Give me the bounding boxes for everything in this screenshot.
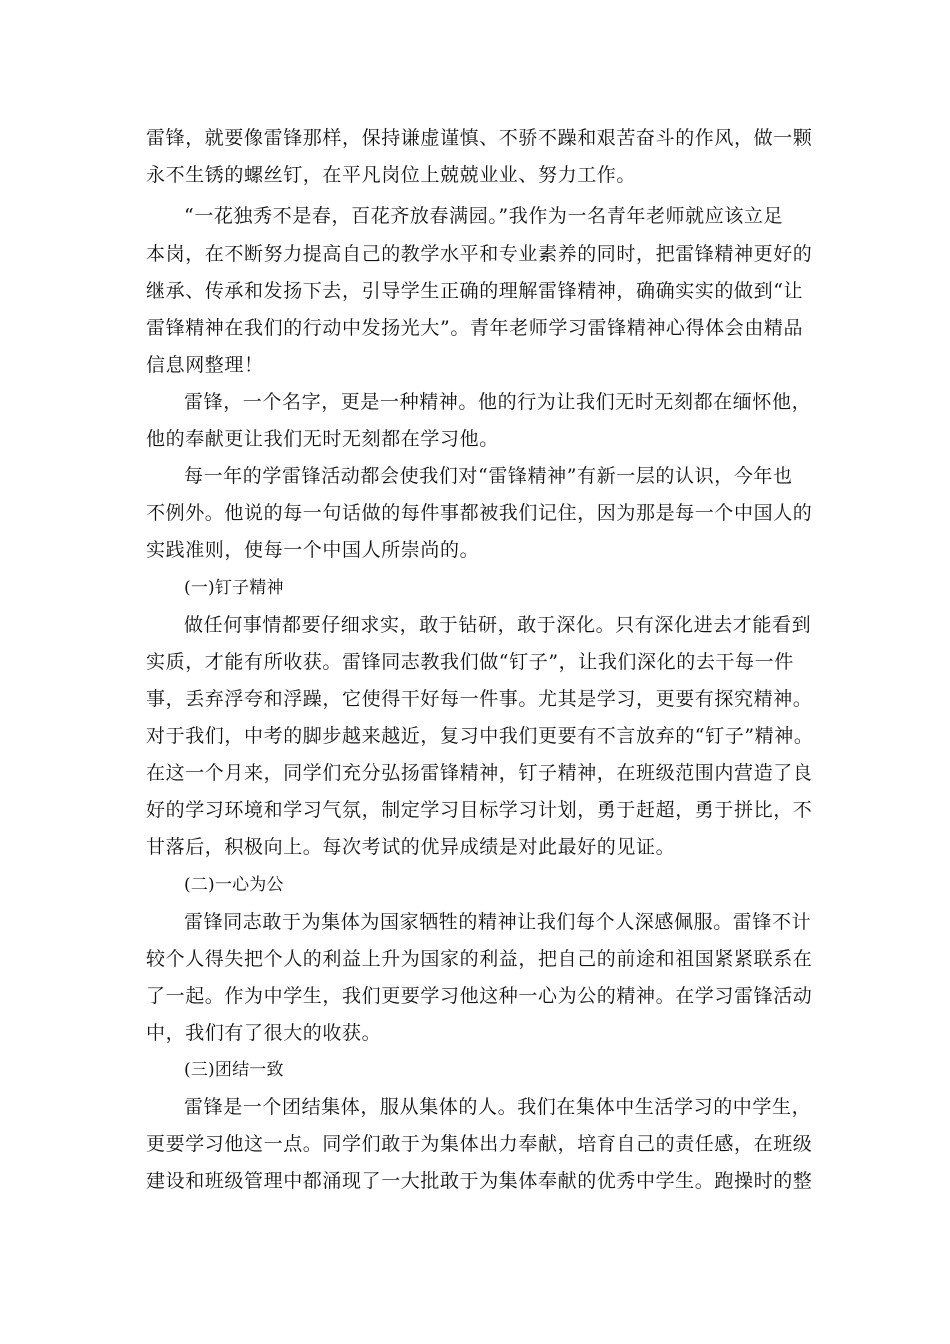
text-line: 事，丢弃浮夸和浮躁，它使得干好每一件事。尤其是学习，更要有探究精神。 xyxy=(146,688,813,710)
text-line: 好的学习环境和学习气氛，制定学习目标学习计划，勇于赶超，勇于拼比，不 xyxy=(146,799,813,821)
section-heading: (一)钉子精神 xyxy=(184,578,284,598)
text-line: 了一起。作为中学生，我们更要学习他这种一心为公的精神。在学习雷锋活动 xyxy=(146,985,813,1007)
text-line: 实质，才能有所收获。雷锋同志教我们做“钉子”，让我们深化的去干每一件 xyxy=(146,651,794,673)
text-line: 雷锋，一个名字，更是一种精神。他的行为让我们无时无刻都在缅怀他， xyxy=(184,391,812,413)
text-line: 做任何事情都要仔细求实，敢于钻研，敢于深化。只有深化进去才能看到 xyxy=(184,614,812,636)
text-line: 更要学习他这一点。同学们敢于为集体出力奉献，培育自己的责任感，在班级 xyxy=(146,1133,813,1155)
text-line: 信息网整理！ xyxy=(146,354,264,376)
text-line: 每一年的学雷锋活动都会使我们对“雷锋精神”有新一层的认识，今年也 xyxy=(184,465,793,487)
text-line: “一花独秀不是春，百花齐放春满园。”我作为一名青年老师就应该立足 xyxy=(184,205,784,227)
text-line: 本岗，在不断努力提高自己的教学水平和专业素养的同时，把雷锋精神更好的 xyxy=(146,243,813,265)
text-line: 雷锋，就要像雷锋那样，保持谦虚谨慎、不骄不躁和艰苦奋斗的作风，做一颗 xyxy=(146,127,813,149)
text-line: 永不生锈的螺丝钉，在平凡岗位上兢兢业业、努力工作。 xyxy=(146,164,637,186)
text-line: 继承、传承和发扬下去，引导学生正确的理解雷锋精神，确确实实的做到“让 xyxy=(146,280,804,302)
text-line: 甘落后，积极向上。每次考试的优异成绩是对此最好的见证。 xyxy=(146,836,676,858)
section-heading: (二)一心为公 xyxy=(184,875,284,895)
text-line: 对于我们，中考的脚步越来越近，复习中我们更要有不言放弃的“钉子”精神。 xyxy=(146,725,814,747)
text-line: 不例外。他说的每一句话做的每件事都被我们记住，因为那是每一个中国人的 xyxy=(146,502,813,524)
section-heading: (三)团结一致 xyxy=(184,1060,284,1080)
text-line: 较个人得失把个人的利益上升为国家的利益，把自己的前途和祖国紧紧联系在 xyxy=(146,948,813,970)
text-line: 建设和班级管理中都涌现了一大批敢于为集体奉献的优秀中学生。跑操时的整 xyxy=(146,1170,813,1192)
text-line: 中，我们有了很大的收获。 xyxy=(146,1022,382,1044)
text-line: 在这一个月来，同学们充分弘扬雷锋精神，钉子精神，在班级范围内营造了良 xyxy=(146,762,813,784)
text-line: 实践准则，使每一个中国人所崇尚的。 xyxy=(146,539,480,561)
text-line: 雷锋是一个团结集体，服从集体的人。我们在集体中生活学习的中学生， xyxy=(184,1096,812,1118)
text-line: 他的奉献更让我们无时无刻都在学习他。 xyxy=(146,428,499,450)
text-line: 雷锋同志敢于为集体为国家牺牲的精神让我们每个人深感佩服。雷锋不计 xyxy=(184,911,812,933)
text-line: 雷锋精神在我们的行动中发扬光大”。青年老师学习雷锋精神心得体会由精品 xyxy=(146,317,804,339)
